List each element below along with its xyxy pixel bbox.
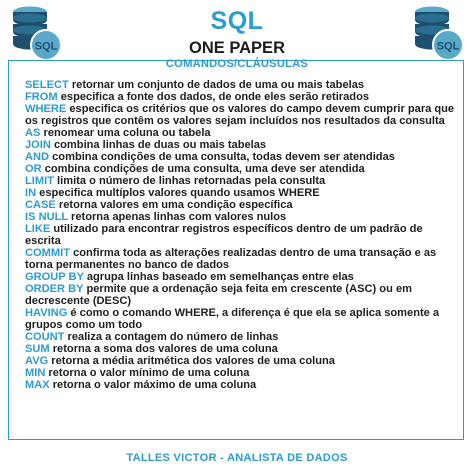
command-description: é como o comando WHERE, a diferença é que ela se aplica somente a grupos como um todo [25, 307, 440, 331]
command-description: utilizado para encontrar registros específicos dentro de um padrão de escrita [25, 223, 423, 247]
logo-label: SQL [436, 40, 460, 53]
command-keyword: WHERE [25, 103, 67, 115]
command-keyword: CASE [25, 199, 56, 211]
command-keyword: HAVING [25, 307, 68, 319]
section-heading: COMANDOS/CLÁUSULAS [165, 58, 309, 70]
command-keyword: FROM [25, 91, 58, 103]
command-keyword: MIN [25, 367, 46, 379]
command-item [25, 247, 455, 271]
command-item [25, 151, 455, 163]
commands-list [25, 79, 455, 391]
command-item [25, 307, 455, 331]
command-item [25, 175, 455, 187]
footer-credit: TALLES VICTOR - ANALISTA DE DADOS [126, 452, 348, 464]
command-description: especifica multíplos valores quando usamos WHERE [36, 187, 320, 199]
command-keyword: IS NULL [25, 211, 68, 223]
command-keyword: LIMIT [25, 175, 54, 187]
command-item [25, 127, 455, 139]
command-item [25, 271, 455, 283]
command-item [25, 187, 455, 199]
command-item [25, 331, 455, 343]
page-subtitle: ONE PAPER [189, 39, 285, 57]
command-description: realiza a contagem do número de linhas [64, 331, 279, 343]
command-description: especifica os critérios que os valores do campo devem cumprir para que os registros que contêm os valores sejam incluídos nos resultados da consulta [25, 103, 455, 127]
command-keyword: MAX [25, 379, 50, 391]
command-keyword: AVG [25, 355, 49, 367]
command-item [25, 199, 455, 211]
command-description: retorna o valor mínimo de uma coluna [45, 367, 250, 379]
command-item [25, 283, 455, 307]
command-item [25, 355, 455, 367]
command-item [25, 79, 455, 91]
command-item [25, 367, 455, 379]
command-keyword: JOIN [25, 139, 51, 151]
command-keyword: COUNT [25, 331, 65, 343]
command-description: especifica a fonte dos dados, de onde eles serão retirados [57, 91, 370, 103]
command-item [25, 91, 455, 103]
command-description: agrupa linhas baseado em semelhanças entre elas [83, 271, 354, 283]
command-item [25, 343, 455, 355]
command-description: combina linhas de duas ou mais tabelas [50, 139, 267, 151]
command-item [25, 163, 455, 175]
command-keyword: SELECT [25, 79, 69, 91]
command-description: retorna a soma dos valores de uma coluna [49, 343, 278, 355]
page-title: SQL [210, 7, 264, 35]
command-item [25, 103, 455, 127]
command-description: confirma toda as alterações realizadas dentro de uma transação e as torna permanentes no banco de dados [25, 247, 437, 271]
command-item [25, 139, 455, 151]
command-keyword: SUM [25, 343, 50, 355]
command-keyword: IN [25, 187, 37, 199]
command-keyword: ORDER BY [25, 283, 84, 295]
command-description: retorna valores em uma condição específica [55, 199, 293, 211]
command-description: permite que a ordenação seja feita em crescente (ASC) ou em decrescente (DESC) [25, 283, 412, 307]
command-description: renomear uma coluna ou tabela [40, 127, 211, 139]
command-description: combina condições de uma consulta, todas devem ser atendidas [49, 151, 395, 163]
command-description: retorna a média aritmética dos valores de uma coluna [48, 355, 335, 367]
command-description: retorna o valor máximo de uma coluna [49, 379, 257, 391]
logo-label: SQL [34, 40, 58, 53]
command-description: retorna apenas linhas com valores nulos [67, 211, 287, 223]
command-description: retornar um conjunto de dados de uma ou mais tabelas [68, 79, 365, 91]
command-item [25, 223, 455, 247]
command-item [25, 211, 455, 223]
command-item [25, 379, 455, 391]
command-description: limita o número de linhas retornadas pela consulta [53, 175, 326, 187]
command-keyword: COMMIT [25, 247, 70, 259]
command-keyword: LIKE [25, 223, 51, 235]
command-keyword: GROUP BY [25, 271, 84, 283]
command-description: combina condições de uma consulta, uma deve ser atendida [41, 163, 365, 175]
command-keyword: AND [25, 151, 50, 163]
command-keyword: AS [25, 127, 41, 139]
command-keyword: OR [25, 163, 42, 175]
